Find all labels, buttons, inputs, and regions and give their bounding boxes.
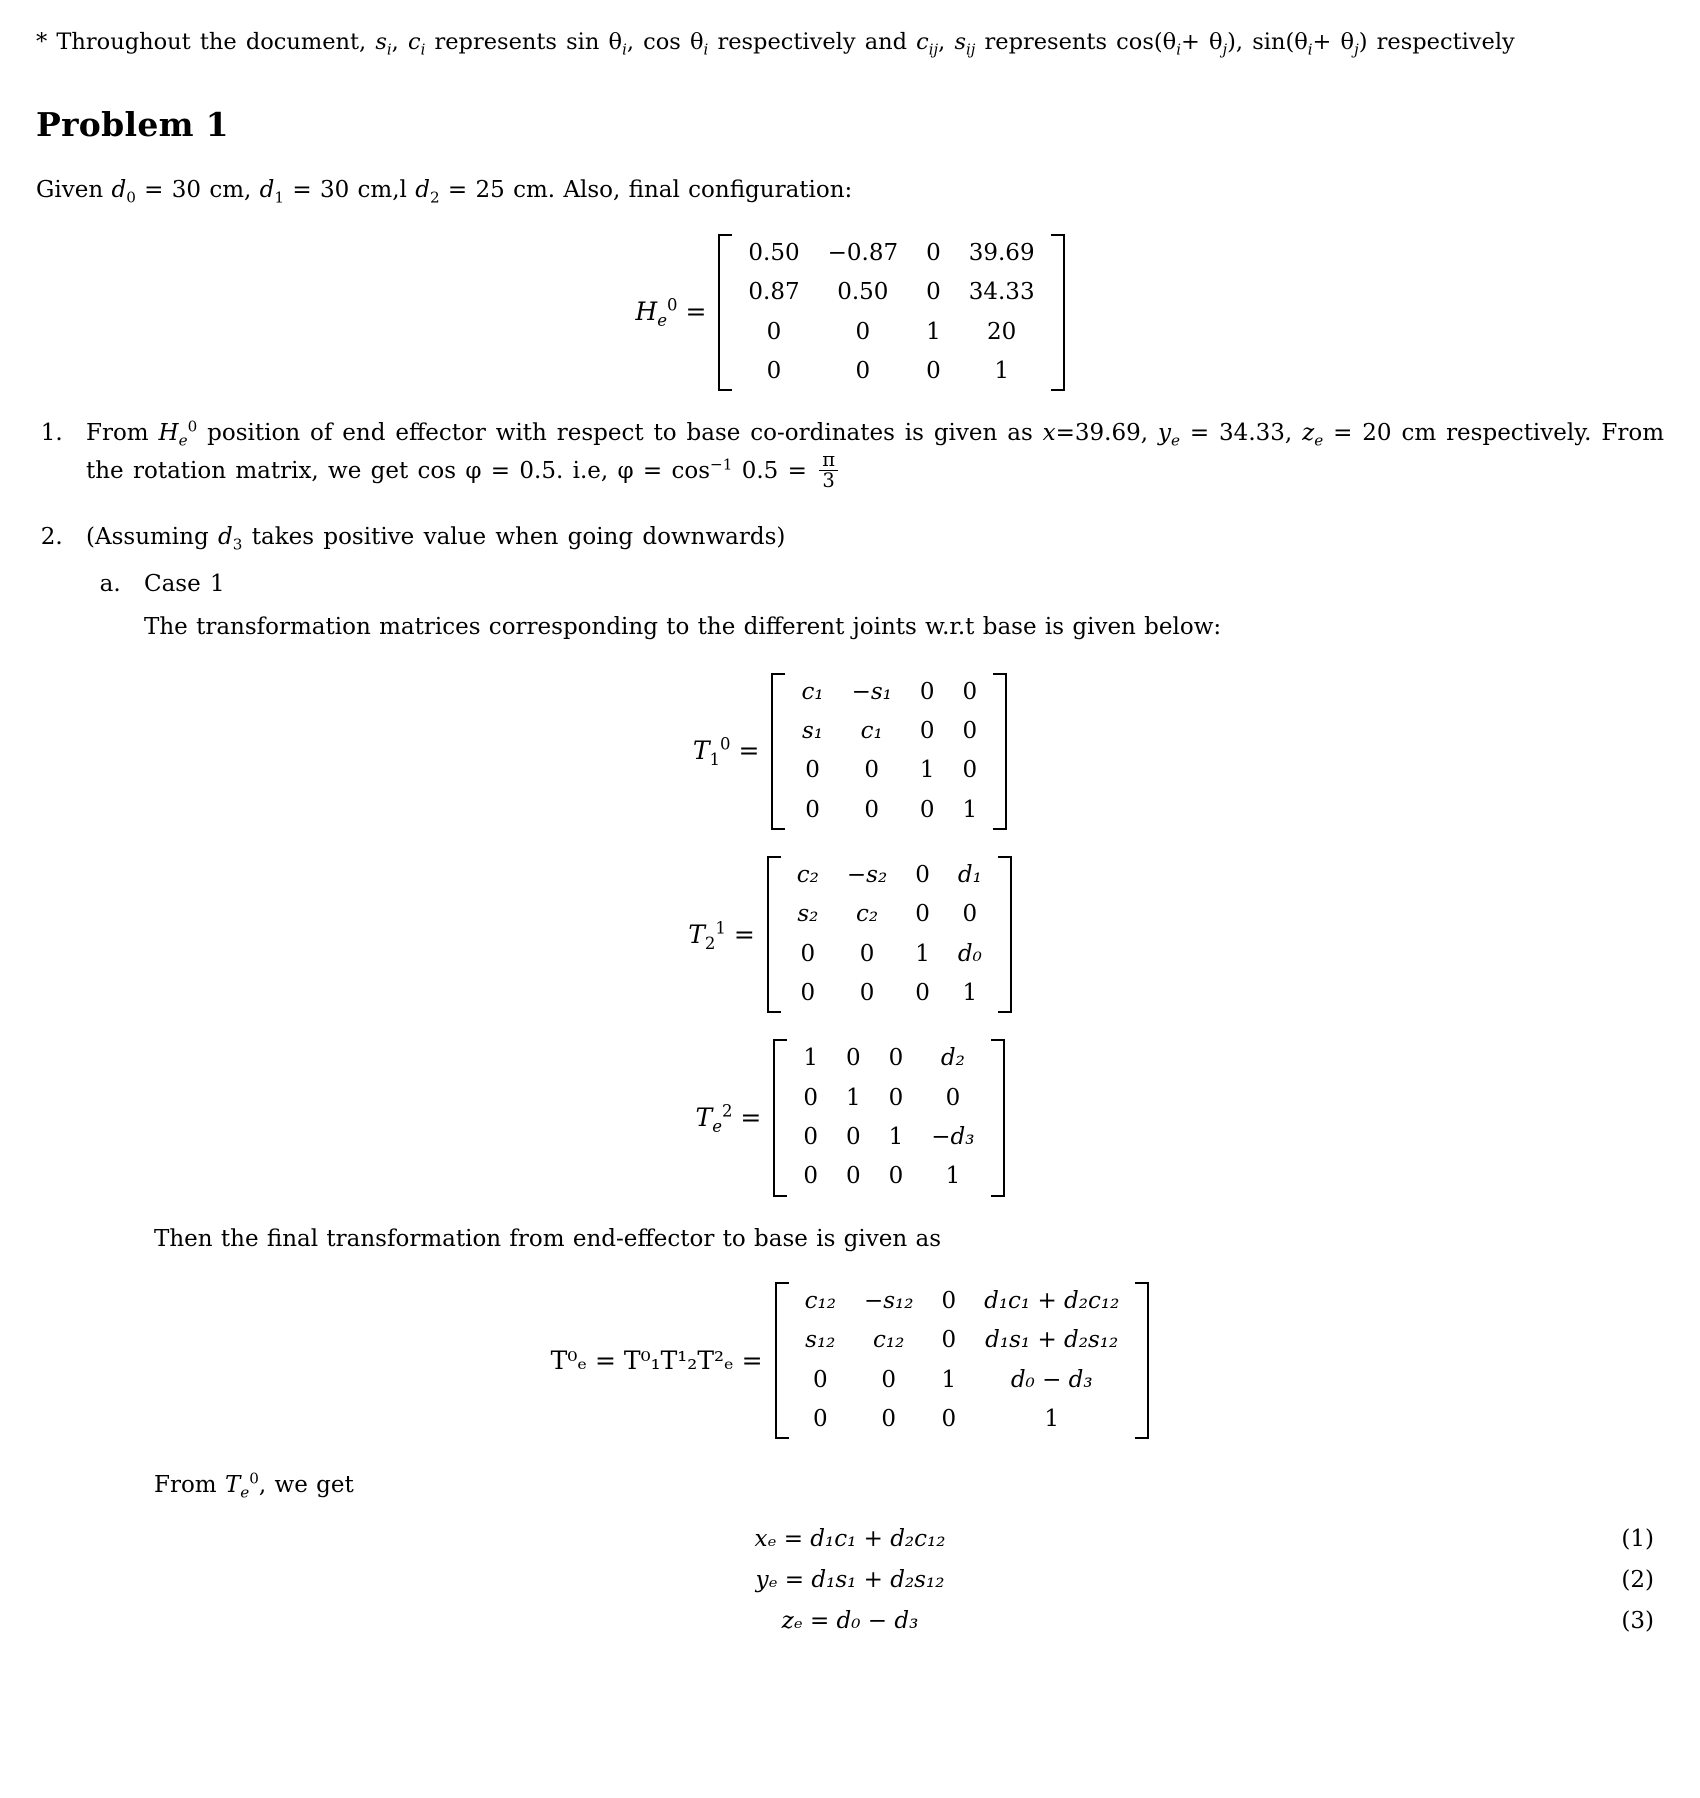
cell: 0: [881, 1406, 897, 1433]
cell: 0: [859, 980, 875, 1006]
footnote-text-4: represents: [984, 29, 1108, 55]
item1-text-b: position of end effector with respect to base co-ordinates is given as: [207, 420, 1033, 447]
cell: 0: [962, 901, 978, 928]
cell: 34.33: [968, 279, 1035, 306]
from-te-sub: e: [240, 1484, 250, 1503]
fraction-denominator: 3: [819, 470, 838, 492]
table-row: [787, 673, 991, 712]
final-transform-text: Then the final transformation from end-effector to base is given as: [154, 1225, 942, 1252]
cell: d₁s₁ + d₂s₁₂: [985, 1327, 1119, 1354]
answer-list: [36, 417, 1664, 644]
cell: 39.69: [968, 239, 1035, 266]
item1-z-value: = 20 cm: [1333, 420, 1437, 447]
item1-y-value: = 34.33,: [1189, 420, 1293, 447]
cell: 0.50: [748, 239, 800, 266]
cell: 0: [800, 980, 816, 1006]
cell: 1: [945, 1163, 961, 1190]
footnote-expr-end: ): [1358, 29, 1368, 55]
footnote-text-1: Throughout the document,: [56, 29, 367, 55]
matrix-T2-label: [688, 917, 755, 953]
table-row: [789, 1079, 988, 1118]
bracket-right: [993, 673, 1007, 830]
case-label: Case 1: [144, 570, 225, 597]
from-te-tail: , we get: [258, 1472, 354, 1499]
footnote-expr-mid3: + θ: [1312, 29, 1355, 55]
cell: 1: [846, 1084, 861, 1111]
matrix-Te2: [773, 1039, 1004, 1196]
matrix-T1: [771, 673, 1007, 830]
given-d1: d: [259, 177, 275, 204]
footnote-symbol-s-sub: i: [386, 40, 392, 59]
footnote-symbol-s: s: [375, 29, 387, 55]
cell: −s₂: [846, 861, 888, 888]
item2-d3-sub: 3: [232, 535, 243, 554]
matrix-H-subscript: e: [657, 311, 667, 331]
matrix-H-block: [36, 234, 1664, 391]
cell: 0: [962, 717, 978, 744]
given-line: [36, 174, 1664, 207]
cell: 0: [915, 901, 930, 928]
list-item-2: [72, 521, 1664, 645]
cell: 0: [915, 980, 930, 1006]
footnote-expr-start: cos(θ: [1116, 29, 1177, 55]
table-row: [789, 1157, 988, 1196]
given-d2-sub: 2: [429, 189, 440, 208]
bracket-left: [718, 234, 732, 391]
bracket-left: [775, 1282, 789, 1439]
given-d2: d: [415, 177, 430, 204]
bracket-left: [773, 1039, 787, 1196]
matrix-T2-symbol: T: [688, 919, 705, 949]
equation-2-label: (2): [1621, 1567, 1654, 1594]
footnote: * Throughout the document, $s_i$, $c_i$ represents $\sin \theta_i$, $\cos \theta_i$ respectively and $c_{ij}$, $s_{ij}$ represents $\cos(\theta_i+ \theta_j)$, $\sin(\theta_i+ \theta_j)$ respectively: [36, 29, 1515, 59]
cell: d₁c₁ + d₂c₁₂: [984, 1288, 1120, 1315]
cell: c₁: [860, 717, 883, 744]
sub-answer-list: [86, 568, 1664, 645]
footnote-symbol-sij: s: [954, 29, 966, 55]
cell: 0: [962, 757, 978, 784]
item1-x: x: [1042, 420, 1056, 447]
footnote-symbol-c-sub: i: [420, 40, 426, 59]
cell: 20: [987, 318, 1017, 345]
table-row: [789, 1039, 988, 1078]
from-te-text: [154, 1469, 1664, 1502]
given-d0-value: = 30 cm,: [144, 177, 252, 204]
cell: 0: [919, 717, 935, 744]
cell: −s₁₂: [863, 1288, 914, 1315]
cell: 0: [766, 318, 782, 345]
cell: 0: [859, 940, 875, 967]
cell: 0: [864, 757, 880, 784]
given-d1-sub: 1: [274, 189, 285, 208]
equation-1-text: xₑ = d₁c₁ + d₂c₁₂: [754, 1525, 946, 1552]
item1-z: z: [1302, 420, 1315, 447]
matrix-T2-equals: =: [733, 919, 755, 949]
item2-d3: d: [218, 523, 233, 550]
cell: 1: [941, 1366, 957, 1393]
from-te-symbol: T: [224, 1472, 241, 1499]
cell: c₁₂: [804, 1288, 836, 1315]
matrix-T2-block: [36, 856, 1664, 1013]
item1-symbol-sub: e: [178, 431, 188, 450]
equation-2-text: yₑ = d₁s₁ + d₂s₁₂: [755, 1567, 945, 1594]
table-row: [787, 751, 991, 790]
from-te-lead: From: [154, 1472, 217, 1499]
given-d2-value: = 25 cm. Also, final configuration:: [447, 177, 853, 204]
cell: d₁: [957, 861, 982, 888]
footnote-sin-theta: sin θ: [566, 29, 623, 55]
bracket-right: [1135, 1282, 1149, 1439]
item2-text-b: takes positive value when going downwards): [251, 523, 786, 550]
table-row: [787, 791, 991, 830]
footnote-text-3: respectively and: [717, 29, 908, 55]
item1-text-d: 0.5 =: [741, 457, 807, 484]
cell: c₁: [801, 678, 824, 705]
matrix-Te2-subscript: e: [712, 1116, 722, 1136]
matrix-H: [718, 234, 1064, 391]
footnote-symbol-cij-sub: ij: [928, 40, 939, 59]
item1-text-a: From: [86, 420, 149, 447]
cell: 0.50: [837, 279, 889, 306]
cell: 1: [803, 1045, 818, 1072]
cell: 0: [803, 1163, 818, 1190]
cell: 0: [881, 1366, 897, 1393]
footnote-expr-sub4: j: [1354, 40, 1359, 59]
matrix-H-superscript: 0: [666, 296, 678, 316]
item1-y: y: [1157, 420, 1171, 447]
equation-list: [36, 1523, 1664, 1639]
cell: 0: [803, 1084, 818, 1111]
cell: d₀ − d₃: [1010, 1366, 1093, 1393]
cell: 1: [926, 318, 941, 345]
table-row: [734, 234, 1048, 273]
bracket-right: [1051, 234, 1065, 391]
matrix-Te0-block: [36, 1282, 1664, 1439]
equation-3: [36, 1605, 1664, 1638]
cell: 0: [888, 1084, 904, 1111]
matrix-Te2-label: [696, 1100, 762, 1136]
equation-3-label: (3): [1621, 1608, 1654, 1635]
cell: 0: [812, 1406, 828, 1433]
bracket-left: [771, 673, 785, 830]
matrix-Te2-block: [36, 1039, 1664, 1196]
cell: s₂: [797, 901, 819, 928]
item1-text-c: respectively. From the rotation matrix, we get cos φ = 0.5. i.e, φ = cos: [86, 420, 1665, 484]
cell: −0.87: [827, 239, 899, 266]
matrix-T1-block: [36, 673, 1664, 830]
matrix-Te2-superscript: 2: [721, 1101, 733, 1121]
cell: 1: [919, 757, 935, 784]
matrix-T1-label: [693, 733, 760, 769]
case-description: The transformation matrices corresponding to the different joints w.r.t base is given below:: [144, 614, 1222, 641]
cell: 0: [805, 757, 820, 784]
item2-text-a: (Assuming: [86, 523, 209, 550]
given-d0: d: [111, 177, 127, 204]
cell: 0: [941, 1406, 957, 1433]
fraction-numerator: π: [822, 447, 836, 471]
matrix-T1-subscript: 1: [709, 750, 721, 770]
table-row: [783, 974, 996, 1013]
given-lead: Given: [36, 177, 104, 204]
footnote-expr-mid2: ), sin(θ: [1227, 29, 1308, 55]
cell: d₂: [940, 1045, 965, 1072]
cell: 0: [888, 1163, 904, 1190]
matrix-T1-equals: =: [738, 736, 760, 766]
cell: 0: [926, 239, 941, 266]
cell: 0: [766, 357, 782, 384]
cell: 0: [888, 1045, 904, 1072]
matrix-Te0: [775, 1282, 1150, 1439]
matrix-T1-superscript: 0: [720, 734, 731, 754]
cell: 0: [941, 1288, 957, 1315]
table-row: [791, 1321, 1134, 1360]
cell: 0: [846, 1124, 861, 1151]
item1-z-sub: e: [1314, 431, 1324, 450]
matrix-Te2-equals: =: [740, 1102, 762, 1132]
footnote-cos-sub: i: [703, 40, 709, 59]
bracket-right: [991, 1039, 1005, 1196]
list-item-2a: [130, 568, 1664, 645]
cell: 1: [962, 796, 978, 823]
matrix-T2: [767, 856, 1012, 1013]
table-row: [783, 895, 996, 934]
given-d1-value: = 30 cm,l: [292, 177, 407, 204]
cell: 1: [915, 940, 930, 967]
cell: 0: [919, 796, 935, 823]
table-row: [783, 935, 996, 974]
cell: 0: [919, 678, 935, 705]
footnote-expr-sub3: i: [1307, 40, 1313, 59]
cell: 1: [888, 1124, 904, 1151]
table-row: [783, 856, 996, 895]
cell: 1: [1044, 1406, 1060, 1433]
footnote-expr-mid: + θ: [1180, 29, 1223, 55]
matrix-T2-superscript: 1: [715, 918, 726, 938]
cell: −s₁: [851, 678, 892, 705]
footnote-cos-theta: , cos θ: [626, 29, 704, 55]
matrix-H-label: [635, 294, 706, 330]
cell: 0: [812, 1366, 828, 1393]
cell: 0: [855, 357, 871, 384]
footnote-sin-sub: i: [622, 40, 627, 59]
table-row: [734, 313, 1048, 352]
table-row: [734, 352, 1048, 391]
cell: c₁₂: [873, 1327, 905, 1354]
table-row: [789, 1118, 988, 1157]
cell: 1: [994, 357, 1009, 384]
cell: 0: [915, 861, 930, 888]
cell: 0: [800, 940, 816, 967]
given-d0-sub: 0: [126, 189, 136, 208]
cell: −d₃: [931, 1124, 975, 1151]
matrix-Te0-label: T⁰ₑ = T⁰₁T¹₂T²ₑ =: [550, 1345, 763, 1375]
page-title: Problem 1: [36, 104, 229, 144]
cell: 0.87: [748, 279, 800, 306]
equation-2: [36, 1564, 1664, 1597]
footnote-symbol-c: c: [407, 29, 421, 55]
cell: 0: [864, 796, 880, 823]
footnote-expr-sub2: j: [1222, 40, 1228, 59]
bracket-left: [767, 856, 781, 1013]
cell: 1: [962, 980, 978, 1006]
footnote-marker: *: [36, 29, 48, 55]
footnote-symbol-sij-sub: ij: [966, 40, 976, 59]
matrix-T2-subscript: 2: [704, 933, 716, 953]
equation-3-text: zₑ = d₀ − d₃: [781, 1608, 919, 1635]
cell: d₀: [957, 940, 982, 967]
from-te-sup: 0: [249, 1469, 259, 1488]
table-row: [787, 712, 991, 751]
item1-x-value: =39.69,: [1055, 420, 1149, 447]
table-row: [791, 1400, 1134, 1439]
cell: 0: [926, 357, 941, 384]
cell: 0: [962, 678, 978, 705]
cell: s₁: [801, 717, 824, 744]
matrix-H-symbol: H: [635, 297, 658, 327]
fraction-pi-over-3: [819, 447, 838, 493]
item1-y-sub: e: [1170, 431, 1180, 450]
cell: 0: [926, 279, 941, 306]
item1-symbol: H: [158, 420, 179, 447]
cell: 0: [803, 1124, 818, 1151]
footnote-text-5: respectively: [1376, 29, 1515, 55]
matrix-T1-symbol: T: [692, 736, 710, 766]
table-row: [734, 273, 1048, 312]
cell: 0: [855, 318, 871, 345]
cell: 0: [945, 1084, 961, 1111]
list-item-1: [72, 417, 1664, 492]
matrix-Te2-symbol: T: [695, 1102, 713, 1132]
cell: 0: [846, 1045, 861, 1072]
item1-exponent: −1: [710, 454, 733, 473]
matrix-H-equals: =: [685, 297, 707, 327]
item1-symbol-sup: 0: [187, 417, 198, 436]
equation-1-label: (1): [1621, 1525, 1654, 1552]
footnote-symbol-cij: c: [916, 29, 929, 55]
cell: 0: [941, 1327, 957, 1354]
cell: 0: [846, 1163, 861, 1190]
cell: s₁₂: [805, 1327, 836, 1354]
cell: c₂: [856, 901, 879, 928]
cell: c₂: [796, 861, 819, 888]
bracket-right: [998, 856, 1012, 1013]
footnote-text-2: represents: [434, 29, 557, 55]
cell: 0: [805, 796, 820, 823]
table-row: [791, 1361, 1134, 1400]
footnote-expr-sub1: i: [1176, 40, 1181, 59]
table-row: [791, 1282, 1134, 1321]
equation-1: [36, 1523, 1664, 1556]
